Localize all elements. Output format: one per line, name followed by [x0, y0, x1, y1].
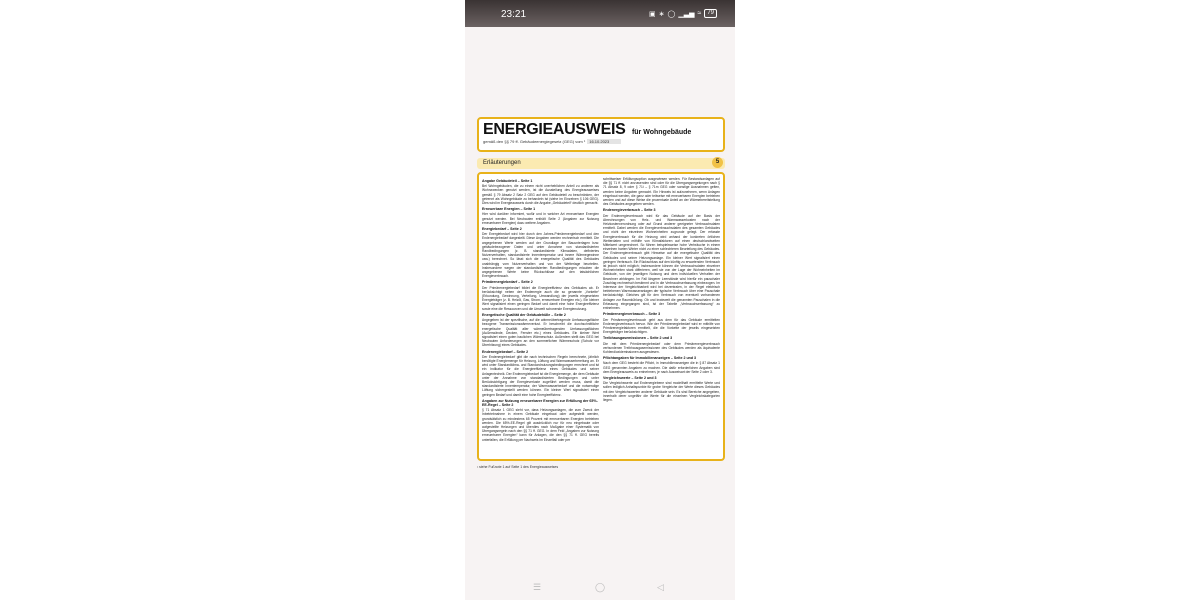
section-text: Der Primärenergieverbrauch geht aus dem für das Gebäude ermittelten Endenergieverbrauch hervor. Wie der Primärenergiebedarf wird er mithilfe von Primärenergiefaktoren ermittelt, die die Vorkette der jeweils eingesetzten Energieträger berücksichtigen. — [603, 317, 720, 335]
document-title: ENERGIEAUSWEIS — [483, 121, 626, 138]
section-heading: Angaben zur Nutzung erneuerbarer Energien zur Erfüllung der 65%-EE-Regel – Seite 2 — [482, 398, 598, 407]
document-title-suffix: für Wohngebäude — [631, 129, 692, 136]
section-text: Der Endenergieverbrauch wird für das Gebäude auf der Basis der Abrechnungen von Heiz- und Warmwasserkosten nach der Heizkostenverordnung oder auf Grund anderer geeigneter Verbrauchsdaten ermittelt. Dabei werden die Energieverbrauchsdaten des gesamten Gebäudes und nicht der einzelnen Wohneinheiten zugrunde gelegt. Der erfasste Energieverbrauch für die Heizung wird anhand der konkreten örtlichen Wetterdaten und mithilfe von Klimafaktoren auf einen deutschlandweiten Mittelwert umgerechnet. So führen beispielsweise hohe Verbräuche in einem einzelnen harten Winter nicht zu einer schlechteren Beurteilung des Gebäudes. Der Endenergieverbrauch gibt Hinweise auf die energetische Qualität des Gebäudes und seiner Heizungsanlage. Ein kleiner Wert signalisiert einen geringen Verbrauch. Ein Rückschluss auf den künftig zu erwartenden Verbrauch ist jedoch nicht möglich; insbesondere können die Verbrauchsdaten einzelner Wohneinheiten stark differieren, weil sie von der Lage der Wohneinheiten im Gebäude, von der jeweiligen Nutzung und dem individuellen Verhalten der Bewohner abhängen. Im Fall längerer Leerstände wird hierfür ein pauschaler Zuschlag rechnerisch bestimmt und in die Verbrauchserfassung einbezogen. Im Interesse der Vergleichbarkeit wird bei dezentralen, in der Regel elektrisch betriebenen Warmwasseranlagen der typische Verbrauch über eine Pauschale berücksichtigt. Gleiches gilt für den Verbrauch von eventuell vorhandenen Anlagen zur Raumkühlung. Ob und inwieweit die genannten Pauschalen in die Erfassung eingegangen sind, ist der Tabelle „Verbrauchserfassung“ zu entnehmen. — [603, 213, 720, 311]
home-button-icon[interactable]: ◯ — [595, 582, 606, 592]
section-text: Der Endenergiebedarf gibt die nach technischen Regeln berechnete, jährlich benötigte Energiemenge für Heizung, Lüftung und Warmwasserbereitung an. Er wird unter Standardklima- und Standardnutzungsbedingungen errechnet und ist ein Indikator für die Energieeffizienz eines Gebäudes und seiner Anlagentechnik. Der Endenergiebedarf ist die Energiemenge, die dem Gebäude unter der Annahme von standardisierten Bedingungen und unter Berücksichtigung der Energieverluste zugeführt werden muss, damit die standardisierte Innentemperatur, der Warmwasserbedarf und die notwendige Lüftung sichergestellt werden können. Ein kleiner Wert signalisiert einen geringen Bedarf und damit eine hohe Energieeffizienz. — [482, 354, 599, 397]
signal-icon: ▁▃▅ — [678, 10, 695, 18]
phone-screen — [465, 0, 735, 600]
section-text: Der Energiebedarf wird hier durch den Jahres-Primärenergiebedarf und den Endenergiebedarf dargestellt. Diese Angaben werden rechnerisch ermittelt. Die angegebenen Werte werden auf der Grundlage der Bauunterlagen bzw. gebäudebezogener Daten und unter Annahme von standardisierten Randbedingungen (z. B. standardisierte Klimadaten, definiertes Nutzerverhalten, standardisierte Innentemperatur und innere Wärmegewinne usw.) berechnet. So lässt sich die energetische Qualität des Gebäudes unabhängig vom Nutzerverhalten und von der Wetterlage beurteilen. Insbesondere wegen der standardisierten Randbedingungen erlauben die angegebenen Werte keine Rückschlüsse auf den tatsächlichen Energieverbrauch. — [482, 232, 599, 279]
section-text: Angegeben ist der spezifische, auf die wärmeübertragende Umfassungsfläche bezogene Transmissionswärmeverlust. Er beschreibt die durchschnittliche energetische Qualität aller wärmeübertragenden Umfassungsflächen (Außenwände, Decken, Fenster etc.) eines Gebäudes. Ein kleiner Wert signalisiert einen guten baulichen Wärmeschutz. Außerdem stellt das GEG bei Neubauten Anforderungen an den sommerlichen Wärmeschutz (Schutz vor Überhitzung) eines Gebäudes. — [482, 318, 599, 348]
section-heading: Vergleichswerte – Seite 2 und 3 — [603, 375, 657, 380]
title-box — [477, 117, 725, 152]
section-heading: Erneuerbare Energien – Seite 1 — [482, 207, 536, 212]
section-heading: Endenergiebedarf – Seite 2 — [482, 349, 529, 354]
right-column — [603, 177, 720, 456]
section-heading: Endenergieverbrauch – Seite 3 — [603, 208, 656, 213]
document-page — [477, 117, 725, 469]
status-bar — [465, 0, 735, 27]
section-text: Die mit dem Primärenergiebedarf oder dem Primärenergieverbrauch verbundenen Treibhausgasemissionen des Gebäudes werden als äquivalente Kohlendioxidemissionen ausgewiesen. — [603, 341, 720, 354]
bluetooth-icon: ∗ — [658, 10, 665, 18]
section-header — [477, 158, 725, 169]
section-text: schrittweiser Erfüllungsoption ausgewiesen werden. Für Bestandsanlagen auf die §§ 71 ff. nicht anzuwenden sind oder für die Übergangsregelungen nach § 71 Absatz 8, 9 oder § 71i – § 71m GEG oder sonstige Ausnahmen gelten, werden keine Angaben gemacht. Ein Hinweis ist aufzunehmen, wenn Anlagen eingebaut werden, die ganz oder teilweise mit erneuerbaren Energien betrieben werden und auf diese Weise die prozentuale Anteil an der Wärmebereitstellung des Gebäudes angegeben werden. — [603, 177, 720, 207]
section-text: Die Vergleichswerte auf Endenergiebene sind modellhaft ermittelte Werte und sollen lediglich Anhaltspunkte für grobe Vergleiche der Werte dieses Gebäudes mit den Vergleichswerten anderer Gebäude sein. Es sind Bereiche angegeben, innerhalb derer ungefähr die Werte für die einzelnen Vergleichskategorien liegen. — [603, 381, 720, 402]
section-heading: Treibhausgasemissionen – Seite 2 und 3 — [603, 336, 673, 341]
status-time: 23:21 — [501, 9, 527, 20]
section-text: § 71 Absatz 1 GEG sieht vor, dass Heizungsanlagen, die zum Zweck der Inbetriebnahme in einem Gebäude eingebaut oder aufgestellt werden, grundsätzlich zu mindestens 65 Prozent mit erneuerbaren Energien betrieben werden. Die 65%-EE-Regel gilt ausdrücklich nur für neu eingebaute oder aufgestellte Heizungen und überdies nach Maßgabe einer Systematik von Übergangsregeln nach den §§ 71 ff. GEG. In dem Feld „Angaben zur Nutzung erneuerbarer Energien“ kann für Anlagen, die den §§ 71 ff. GEG bereits unterfallen, die Erfüllung per Nachweis im Einzelfall oder per — [482, 408, 599, 442]
nfc-icon: ▣ — [648, 10, 656, 18]
section-heading: Primärenergiebedarf – Seite 2 — [482, 280, 533, 285]
page-number-badge: 5 — [712, 157, 723, 168]
section-text: Der Primärenergiebedarf bildet die Energieeffizienz des Gebäudes ab. Er berücksichtigt neben der Endenergie auch die so genannte „Vorkette“ (Erkundung, Gewinnung, Verteilung, Umwandlung) der jeweils eingesetzten Energieträger (z. B. Heizöl, Gas, Strom, erneuerbare Energien etc.). Ein kleiner Wert signalisiert einen geringen Bedarf und damit eine hohe Energieeffizienz sowie eine die Ressourcen und die Umwelt schonende Energienutzung. — [482, 285, 599, 311]
section-heading: Energiebedarf – Seite 2 — [482, 227, 522, 232]
status-icons — [649, 9, 717, 18]
section-heading: Energetische Qualität der Gebäudehülle – Seite 2 — [482, 312, 566, 317]
left-column — [482, 177, 599, 456]
battery-level: 79 — [707, 10, 714, 16]
section-text: Hier wird darüber informiert, wofür und in welcher Art erneuerbare Energien genutzt werden. Bei Neubauten enthält Seite 2 (Angaben zur Nutzung erneuerbarer Energien) dazu weitere Angaben. — [482, 212, 599, 225]
navigation-bar — [465, 572, 735, 600]
section-heading: Angabe Gebäudeteil – Seite 1 — [482, 179, 533, 183]
document-subtitle: gemäß den §§ 79 ff. Gebäudeenergiegesetz (GEG) vom ¹ — [483, 139, 586, 144]
section-heading: Pflichtangaben für Immobilienanzeigen – Seite 2 und 3 — [603, 356, 697, 361]
wifi-icon: ≈ — [697, 10, 702, 17]
document-date: 16.10.2023 — [587, 139, 621, 144]
section-title: Erläuterungen — [483, 160, 521, 166]
back-button-icon[interactable]: ◁ — [657, 582, 664, 592]
battery-icon — [704, 9, 717, 18]
section-text: Bei Wohngebäuden, die zu einem nicht unerheblichen Anteil zu anderen als Wohnzwecken genutzt werden, ist die Ausstellung des Energieausweises gemäß § 79 Absatz 2 Satz 2 GEG auf den Gebäudeteil zu beschränken, der getrennt als Wohngebäude zu behandeln ist (siehe im Einzelnen § 106 GEG). Dies wird im Energieausweis durch die Angabe „Gebäudeteil“ deutlich gemacht. — [482, 184, 599, 206]
recents-button-icon[interactable]: ☰ — [533, 582, 542, 592]
explanations-box — [477, 172, 725, 461]
footnote: ¹ siehe Fußnote 1 auf Seite 1 des Energieausweises — [477, 465, 559, 469]
section-text: Nach dem GEG besteht die Pflicht, in Immobilienanzeigen die in § 87 Absatz 1 GEG genannten Angaben zu machen. Die dafür erforderlichen Angaben sind dem Energieausweis zu entnehmen, je nach Ausweisart der Seite 2 oder 3. — [603, 361, 720, 374]
alarm-icon: ◯ — [667, 10, 676, 18]
section-heading: Primärenergieverbrauch – Seite 3 — [603, 312, 661, 317]
document-subtitle-line — [483, 139, 719, 144]
